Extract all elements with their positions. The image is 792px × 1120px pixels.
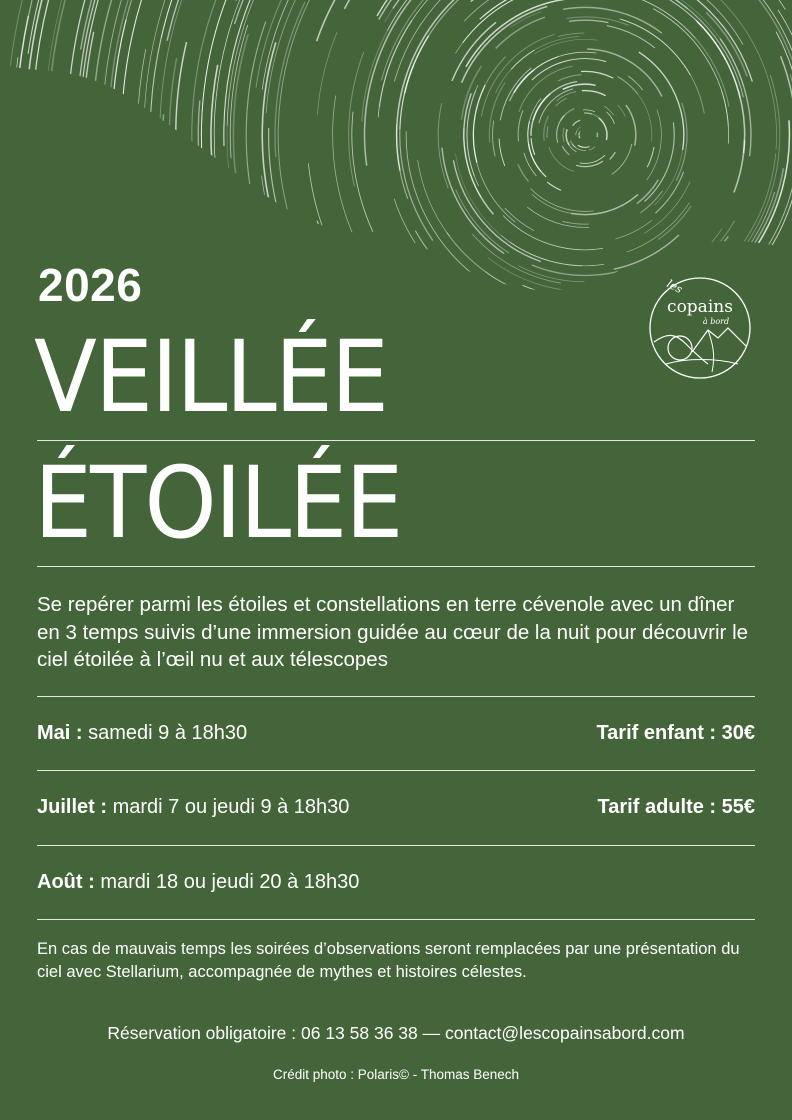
star-trail — [647, 147, 654, 167]
star-trail — [48, 0, 151, 277]
star-trail — [198, 100, 321, 320]
star-trail — [558, 33, 584, 37]
price-child: Tarif enfant : 30€ — [596, 722, 755, 744]
star-trail — [308, 163, 417, 320]
star-trail — [562, 221, 588, 224]
star-trail — [394, 199, 445, 280]
star-trail — [755, 118, 792, 320]
star-trail — [518, 110, 523, 141]
star-trail — [464, 0, 512, 21]
star-trail — [643, 0, 743, 97]
star-trail — [278, 0, 328, 234]
star-trail — [658, 206, 691, 240]
schedule-month: Août : — [37, 871, 95, 893]
star-trail — [781, 56, 792, 124]
star-trail — [201, 0, 283, 320]
schedule-dates: mardi 7 ou jeudi 9 à 18h30 — [112, 796, 350, 818]
star-trail — [317, 221, 550, 320]
star-trail — [655, 172, 683, 214]
star-trail — [361, 243, 566, 320]
star-trail — [415, 231, 537, 320]
star-trail — [0, 0, 8, 320]
star-trail — [493, 121, 496, 157]
star-trail — [466, 0, 571, 67]
star-trail — [395, 297, 605, 320]
star-trail — [298, 225, 532, 320]
star-trail — [137, 49, 147, 229]
star-trail — [473, 133, 515, 222]
star-trail — [232, 248, 465, 320]
star-trail — [0, 0, 42, 320]
title-line-veillee: VEILLÉE — [34, 319, 387, 435]
star-trail — [233, 34, 249, 241]
les-copains-a-bord-logo — [646, 272, 754, 380]
star-trail — [626, 105, 636, 146]
star-trail — [696, 20, 740, 98]
schedule-dates: mardi 18 ou jeudi 20 à 18h30 — [100, 871, 360, 893]
star-trail — [333, 96, 417, 320]
star-trail — [645, 122, 675, 201]
star-trail — [612, 144, 632, 175]
star-trail — [750, 168, 783, 250]
star-trail — [379, 20, 412, 107]
star-trail — [635, 0, 688, 9]
reservation-contact: Réservation obligatoire : 06 13 58 36 38 — contact@lescopainsabord.com — [107, 1023, 685, 1043]
divider — [37, 696, 755, 697]
star-trail — [505, 208, 534, 231]
star-trail — [762, 299, 792, 320]
star-trail — [292, 279, 370, 321]
star-trail — [397, 262, 606, 320]
star-trail — [638, 94, 652, 142]
star-trail — [523, 285, 571, 297]
event-description: Se repérer parmi les étoiles et constellations en terre cévenole avec un dîner en 3 temps suivis d’une immersion guidée au cœur de la nuit pour découvrir le ciel étoilée à l’œil nu et aux télescopes — [37, 593, 749, 671]
star-trail — [566, 129, 569, 145]
star-trail — [133, 222, 306, 320]
star-trail — [462, 6, 548, 82]
star-trail — [617, 77, 638, 95]
star-trail — [163, 114, 225, 320]
star-trail — [266, 0, 313, 113]
star-trail — [45, 0, 213, 140]
star-trail — [576, 161, 603, 167]
star-trail — [531, 138, 535, 155]
star-trail — [153, 273, 242, 320]
event-year: 2026 — [38, 259, 143, 311]
star-trail — [556, 98, 567, 106]
star-trail — [192, 0, 292, 320]
star-trail — [317, 32, 337, 115]
star-trail — [583, 110, 595, 112]
star-trail — [34, 0, 85, 85]
star-trail — [561, 109, 575, 121]
star-trail — [734, 140, 745, 192]
star-trail — [628, 76, 642, 90]
star-trail — [483, 289, 661, 320]
schedule-row-aout — [37, 871, 755, 894]
star-trail — [473, 85, 485, 163]
schedule-row-juillet — [37, 796, 755, 819]
star-trail — [262, 176, 337, 320]
star-trail — [549, 147, 574, 171]
star-trail — [405, 36, 429, 94]
star-trail — [227, 94, 382, 320]
star-trail — [211, 207, 371, 320]
star-trail — [615, 220, 652, 239]
star-trail — [585, 113, 601, 120]
divider — [37, 566, 755, 567]
title-line-etoilee: ÉTOILÉE — [34, 445, 402, 561]
star-trail — [150, 145, 167, 254]
star-trail — [161, 0, 228, 38]
star-trail — [618, 105, 626, 117]
star-trail — [697, 22, 744, 153]
star-trail — [0, 199, 41, 320]
star-trail — [262, 42, 278, 235]
star-trail — [753, 120, 790, 252]
star-trail — [563, 84, 596, 89]
star-trail — [528, 121, 541, 171]
star-trail — [524, 52, 596, 78]
star-trail — [562, 146, 569, 155]
star-trail — [581, 71, 613, 78]
star-trail — [275, 2, 305, 157]
logo-text-copains: copains — [667, 297, 733, 317]
schedule-dates: samedi 9 à 18h30 — [88, 722, 248, 744]
logo-text-les: les — [664, 277, 685, 297]
star-trail — [573, 120, 581, 125]
star-trail — [582, 91, 606, 96]
star-trail — [397, 0, 470, 171]
schedule-month: Juillet : — [37, 796, 108, 818]
star-trail — [499, 139, 505, 166]
divider — [37, 845, 755, 846]
star-trail — [236, 0, 360, 1]
weather-note: En cas de mauvais temps les soirées d’observations seront remplacées par une présentation du ciel avec Stellarium, accompagnée de mythes et histoires célestes. — [37, 940, 740, 981]
star-trail — [217, 291, 555, 320]
star-trail — [547, 182, 561, 190]
star-trail — [169, 58, 176, 209]
star-trail — [489, 82, 505, 142]
star-trail — [146, 223, 182, 320]
star-trail — [415, 275, 458, 315]
divider — [37, 440, 755, 441]
divider — [37, 919, 755, 920]
star-trail — [0, 0, 16, 14]
star-trail — [96, 295, 510, 320]
star-trail — [153, 263, 298, 320]
star-trail — [524, 153, 536, 176]
star-trail — [452, 22, 496, 81]
star-trail — [83, 32, 94, 206]
star-trail — [362, 0, 504, 122]
star-trail — [557, 92, 577, 101]
star-trail — [400, 65, 433, 240]
star-trail — [579, 135, 580, 138]
star-trail — [563, 128, 564, 142]
star-trail — [229, 211, 278, 320]
star-trail — [214, 308, 502, 321]
star-trail — [214, 20, 287, 320]
star-trail — [364, 242, 550, 320]
logo-text-a-bord: à bord — [702, 317, 730, 326]
star-trail — [447, 232, 609, 304]
star-trail — [496, 17, 545, 48]
star-trail — [577, 127, 581, 132]
star-trail — [599, 118, 607, 140]
star-trail — [647, 110, 662, 181]
schedule-row-mai — [37, 722, 755, 745]
star-trail — [532, 260, 649, 275]
star-trail — [462, 66, 482, 120]
schedule-month: Mai : — [37, 722, 83, 744]
star-trail — [269, 128, 309, 289]
star-trail — [655, 111, 684, 205]
star-trail — [558, 75, 581, 81]
star-trail — [547, 126, 548, 138]
star-trail — [722, 91, 729, 126]
star-trail — [610, 152, 616, 159]
star-trail — [481, 34, 554, 116]
star-trail — [365, 0, 440, 166]
price-adult: Tarif adulte : 55€ — [597, 796, 755, 818]
star-trail — [501, 235, 582, 266]
star-trail — [16, 0, 214, 204]
star-trail — [589, 147, 595, 150]
photo-credit: Crédit photo : Polaris© - Thomas Benech — [272, 1067, 520, 1082]
star-trail — [607, 26, 655, 48]
star-trail — [760, 304, 792, 320]
star-trail — [6, 0, 51, 168]
star-trail — [706, 12, 747, 76]
star-trail — [160, 0, 406, 125]
star-trail — [235, 0, 394, 24]
star-trail — [214, 0, 314, 223]
star-trail — [521, 57, 558, 83]
star-trail — [320, 262, 361, 320]
star-trail — [246, 21, 270, 259]
star-trail — [531, 189, 594, 212]
star-trail — [511, 50, 534, 69]
star-trail — [529, 144, 547, 177]
star-trail — [569, 20, 608, 22]
star-trail — [614, 235, 679, 269]
star-trail — [0, 0, 28, 16]
star-trail — [518, 164, 529, 181]
divider — [37, 770, 755, 771]
star-trail — [570, 141, 575, 148]
star-trail — [533, 82, 577, 120]
star-trail — [607, 112, 615, 124]
star-trail — [579, 131, 580, 133]
